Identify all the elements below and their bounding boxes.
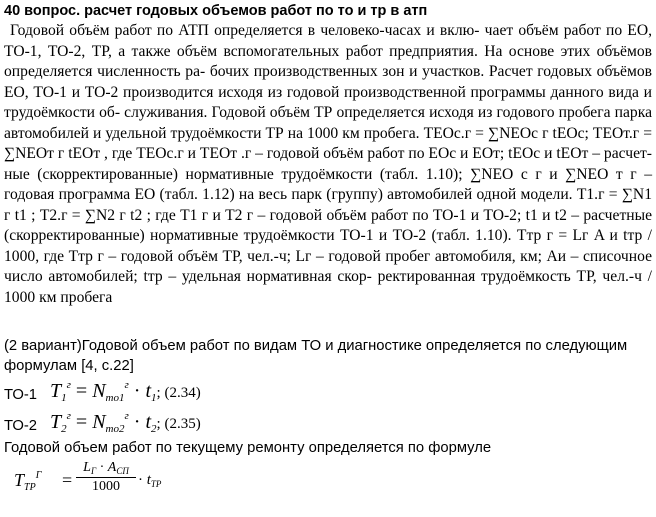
formula-label: ТО-1 [4,387,38,403]
formula-to1 [4,376,652,407]
fraction-numerator: $L_Г \cdot A_{СП}$ [76,460,136,478]
formula-fraction [76,460,136,495]
formula-expression: $T_1^г = N_{то1}^г \cdot t_1$; (2.34) [50,379,201,404]
formula-expression: $T_2^г = N_{то2}^г \cdot t_2$; (2.35) [50,410,201,435]
fraction-denominator: 1000 [92,479,120,494]
paragraph-annual-workload: Годовой объём работ по АТП определяется в человеко-часах и вклю- чает объём работ по ЕО, ТО-1, ТО-2, ТР, а также объём вспомогательных работ предприятия. На основе этих объёмов определяется численность ра- бочих производственных зон и участков. Расчет годовых объёмов ЕО, ТО-1 и ТО-2 производится исходя из годовой производственной программы данного вида и трудоёмкости об- служивания. Годовой объём ТР определяется исходя из годового пробега парка автомобилей и удельной трудоёмкости ТР на 1000 км пробега. TEOс.г = ∑NEOс г tEOс; ТЕОт.г = ∑NEOт г tEOт , где TEOс.г и ТЕОт .г – годовой объём работ по ЕОс и ЕОт; tEOс и tEOт – расчет- ные (скорректированные) нормативные трудоёмкости (табл. 1.10); ∑NEO с г и ∑NEO т г – годовая программа ЕО (табл. 1.12) на весь парк (группу) автомобилей одной модели. Т1.г = ∑N1 г t1 ; Т2.г = ∑N2 г t2 ; где Т1 г и Т2 г – годовой объём работ по ТО-1 и ТО-2; t1 и t2 – расчетные (скорректированные) нормативные трудоёмкости ТО-1 и ТО-2 (табл. 1.10). Tтр г = Lг A и tтр / 1000, где Tтр г – годовой объём ТР, чел.-ч; Lг – годовой пробег автомобиля, км; Аи – списочное число автомобилей; tтр – удельная нормативная скор- ректированная трудоёмкость ТР, чел.-ч / 1000 км пробега [4,22,652,306]
page-title: 40 вопрос. расчет годовых объемов работ по то и тр в атп [4,3,428,19]
document [4,0,652,502]
formula-tr [4,458,652,502]
formula-equals: = [62,470,73,490]
formula-lhs: $T_{ТР}^Г$ [14,470,42,493]
formula-to2 [4,407,652,438]
paragraph-variant-2: (2 вариант)Годовой объем работ по видам ТО и диагностике определяется по следующим формулам [4, с.22] [4,338,628,374]
formula-label: ТО-2 [4,418,38,434]
formula-multiplier: · $t_{ТР}$ [138,472,162,489]
paragraph-repair-workload: Годовой объем работ по текущему ремонту определяется по формуле [4,440,492,456]
